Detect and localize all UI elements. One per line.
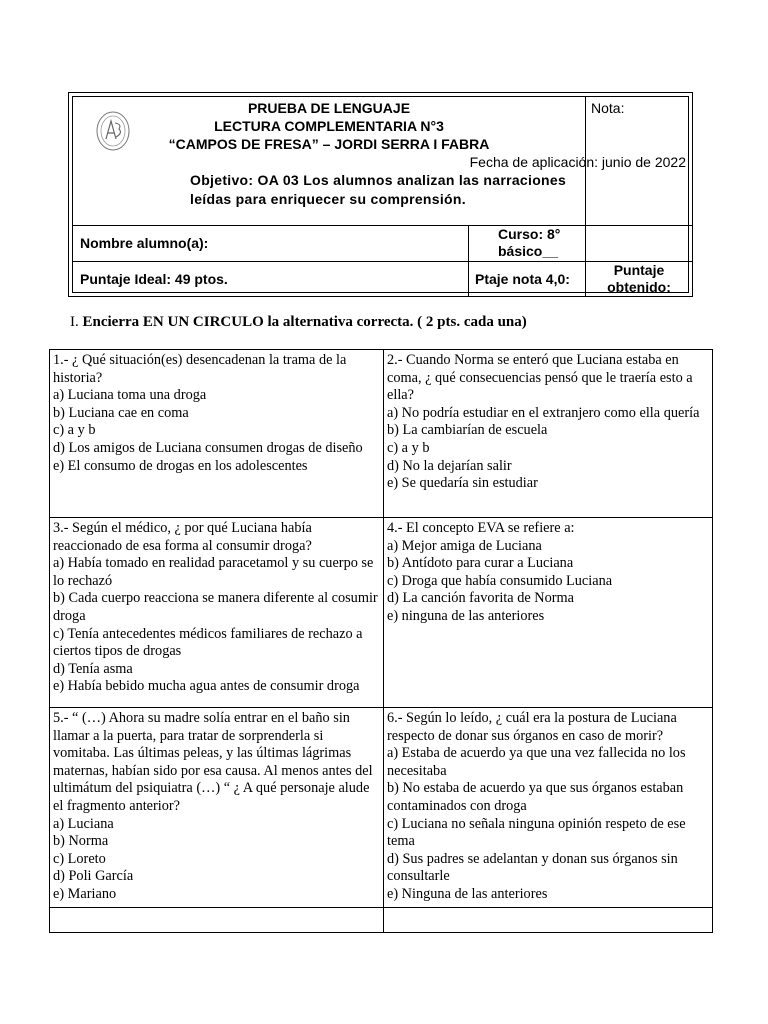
question-6-option-a[interactable]: a) Estaba de acuerdo ya que una vez fallecida no los necesitaba <box>387 745 686 779</box>
question-5-option-c[interactable]: c) Loreto <box>53 850 106 867</box>
empty-cell-left <box>50 908 384 933</box>
question-5-cell[interactable] <box>50 708 384 908</box>
question-5-option-a[interactable]: a) Luciana <box>53 815 114 832</box>
header-inner-frame <box>72 96 689 293</box>
title-line-3: “CAMPOS DE FRESA” – JORDI SERRA I FABRA <box>168 136 490 152</box>
question-3-cell[interactable] <box>50 518 384 708</box>
table-row <box>50 908 713 933</box>
obtained-score-line-2: obtenido: <box>607 279 671 295</box>
question-5-stem: 5.- “ (…) Ahora su madre solía entrar en el baño sin llamar a la puerta, para tratar de sorprenderla si vomitaba. Las últimas peleas, y las últimas lágrimas maternas, habían sido por esa causa. Al menos antes del ultimátum del psiquiatra (…) “ ¿ A qué personaje alude el fragmento anterior? <box>53 710 373 814</box>
title-line-2: LECTURA COMPLEMENTARIA N°3 <box>214 118 444 134</box>
obtained-score-label <box>586 262 692 296</box>
question-3-option-b[interactable]: b) Cada cuerpo reacciona se manera diferente al cosumir droga <box>53 590 378 624</box>
header-divider-horizontal-1 <box>73 225 692 226</box>
section-numeral: I. <box>70 314 79 330</box>
question-2-option-c[interactable]: c) a y b <box>387 439 430 456</box>
course-line-2: básico__ <box>498 243 558 259</box>
question-2-option-a[interactable]: a) No podría estudiar en el extranjero como ella quería <box>387 404 700 421</box>
question-2-option-d[interactable]: d) No la dejarían salir <box>387 457 512 474</box>
question-3-option-a[interactable]: a) Había tomado en realidad paracetamol y su cuerpo se lo rechazó <box>53 555 374 589</box>
question-4-option-e[interactable]: e) ninguna de las anteriores <box>387 607 545 624</box>
question-3-stem: 3.- Según el médico, ¿ por qué Luciana había reaccionado de esa forma al consumir droga? <box>53 520 312 554</box>
question-6-option-c[interactable]: c) Luciana no señala ninguna opinión respeto de ese tema <box>387 815 686 850</box>
question-2-option-b[interactable]: b) La cambiarían de escuela <box>387 422 548 439</box>
application-date: Fecha de aplicación: junio de 2022 <box>469 154 686 170</box>
ideal-score-label: Puntaje Ideal: 49 ptos. <box>80 271 228 287</box>
question-6-option-b[interactable]: b) No estaba de acuerdo ya que sus órganos estaban contaminados con droga <box>387 780 684 814</box>
test-title <box>73 99 585 153</box>
table-row <box>50 350 713 518</box>
passing-score-label: Ptaje nota 4,0: <box>475 271 570 287</box>
question-6-option-e[interactable]: e) Ninguna de las anteriores <box>387 885 548 902</box>
question-5-option-b[interactable]: b) Norma <box>53 833 109 850</box>
grade-label: Nota: <box>591 100 625 116</box>
student-name-label: Nombre alumno(a): <box>80 235 209 251</box>
header-box <box>68 92 693 297</box>
objective-line-2: leídas para enriquecer su comprensión. <box>190 191 466 207</box>
question-4-cell[interactable] <box>384 518 713 708</box>
objective-line-1: Objetivo: OA 03 Los alumnos analizan las narraciones <box>190 172 567 188</box>
question-1-option-a[interactable]: a) Luciana toma una droga <box>53 387 207 404</box>
question-3-option-d[interactable]: d) Tenía asma <box>53 660 133 677</box>
question-2-cell[interactable] <box>384 350 713 518</box>
table-row <box>50 708 713 908</box>
course-label <box>498 226 560 260</box>
question-1-cell[interactable] <box>50 350 384 518</box>
obtained-score-line-1: Puntaje <box>613 262 665 278</box>
question-6-option-d[interactable]: d) Sus padres se adelantan y donan sus órganos sin consultarle <box>387 850 678 885</box>
instruction-text: Encierra EN UN CIRCULO la alternativa correcta. ( 2 pts. cada una) <box>82 314 527 330</box>
objective-text <box>190 171 582 209</box>
questions-table <box>49 349 713 933</box>
question-1-option-c[interactable]: c) a y b <box>53 422 96 439</box>
question-2-stem: 2.- Cuando Norma se enteró que Luciana estaba en coma, ¿ qué consecuencias pensó que le traería esto a ella? <box>387 352 693 404</box>
question-1-option-e[interactable]: e) El consumo de drogas en los adolescentes <box>53 457 308 474</box>
question-4-stem: 4.- El concepto EVA se refiere a: <box>387 520 575 536</box>
question-3-option-c[interactable]: c) Tenía antecedentes médicos familiares de rechazo a ciertos tipos de drogas <box>53 625 363 660</box>
question-2-option-e[interactable]: e) Se quedaría sin estudiar <box>387 475 538 492</box>
question-5-option-d[interactable]: d) Poli García <box>53 868 134 885</box>
question-3-option-e[interactable]: e) Había bebido mucha agua antes de consumir droga <box>53 678 360 695</box>
empty-cell-right <box>384 908 713 933</box>
section-instruction <box>70 313 527 331</box>
question-5-option-e[interactable]: e) Mariano <box>53 885 117 902</box>
question-4-option-b[interactable]: b) Antídoto para curar a Luciana <box>387 555 574 572</box>
question-6-stem: 6.- Según lo leído, ¿ cuál era la postura de Luciana respecto de donar sus órganos en caso de morir? <box>387 710 677 744</box>
question-4-option-d[interactable]: d) La canción favorita de Norma <box>387 590 574 607</box>
question-1-stem: 1.- ¿ Qué situación(es) desencadenan la trama de la historia? <box>53 352 347 386</box>
question-6-cell[interactable] <box>384 708 713 908</box>
title-line-1: PRUEBA DE LENGUAJE <box>247 100 411 116</box>
table-row <box>50 518 713 708</box>
question-4-option-a[interactable]: a) Mejor amiga de Luciana <box>387 537 542 554</box>
question-1-option-d[interactable]: d) Los amigos de Luciana consumen drogas de diseño <box>53 439 363 456</box>
question-1-option-b[interactable]: b) Luciana cae en coma <box>53 404 189 421</box>
question-4-option-c[interactable]: c) Droga que había consumido Luciana <box>387 572 613 589</box>
course-line-1: Curso: 8° <box>498 226 561 242</box>
